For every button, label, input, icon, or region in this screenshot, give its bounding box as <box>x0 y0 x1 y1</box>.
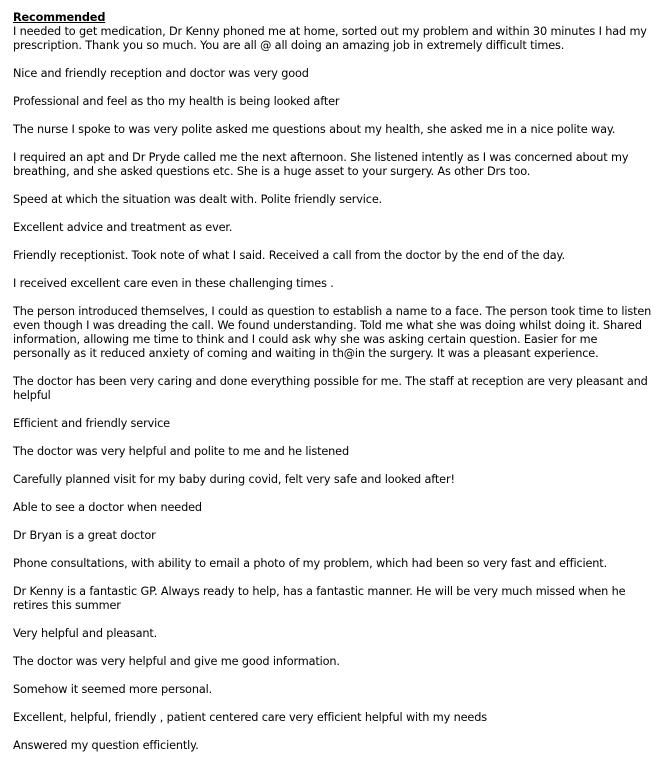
comment-item: The doctor was very helpful and polite to me and he listened <box>13 445 349 458</box>
section-heading: Recommended <box>13 11 106 24</box>
comment-item: The nurse I spoke to was very polite asked me questions about my health, she asked me in a nice polite way. <box>13 123 616 136</box>
comment-item: Efficient and friendly service <box>13 417 170 430</box>
comment-item: I received excellent care even in these challenging times . <box>13 277 334 290</box>
comment-item: Professional and feel as tho my health is being looked after <box>13 95 340 108</box>
comment-item: I needed to get medication, Dr Kenny phoned me at home, sorted out my problem and within 30 minutes I had my prescription. Thank you so much. You are all @ all doing an amazing job in extremely difficult times. <box>13 25 647 52</box>
comment-item: The doctor was very helpful and give me good information. <box>13 655 340 668</box>
comment-item: Dr Bryan is a great doctor <box>13 529 156 542</box>
comment-item: I required an apt and Dr Pryde called me the next afternoon. She listened intently as I was concerned about my breathing, and she asked questions etc. She is a huge asset to your surgery. As other Drs too. <box>13 151 629 178</box>
comment-item: Speed at which the situation was dealt with. Polite friendly service. <box>13 193 383 206</box>
comment-item: Phone consultations, with ability to email a photo of my problem, which had been so very fast and efficient. <box>13 557 608 570</box>
comment-item: The person introduced themselves, I could as question to establish a name to a face. The person took time to listen even though I was dreading the call. We found understanding. Told me what she was doing whilst doing it. Shared information, allowing me time to think and I could ask why she was asking certain question. Easier for me personally as it reduced anxiety of coming and waiting in th@in the surgery. It was a pleasant experience. <box>13 305 652 360</box>
comment-item: Able to see a doctor when needed <box>13 501 202 514</box>
comment-item: Excellent advice and treatment as ever. <box>13 221 233 234</box>
comment-list <box>13 25 653 753</box>
comment-item: Friendly receptionist. Took note of what I said. Received a call from the doctor by the end of the day. <box>13 249 565 262</box>
comment-item: Dr Kenny is a fantastic GP. Always ready to help, has a fantastic manner. He will be very much missed when he retires this summer <box>13 585 626 612</box>
comment-item: The doctor has been very caring and done everything possible for me. The staff at reception are very pleasant and helpful <box>13 375 648 402</box>
comment-item: Very helpful and pleasant. <box>13 627 158 640</box>
comment-item: Somehow it seemed more personal. <box>13 683 213 696</box>
comment-item: Carefully planned visit for my baby during covid, felt very safe and looked after! <box>13 473 455 486</box>
comment-item: Nice and friendly reception and doctor was very good <box>13 67 309 80</box>
comment-item: Excellent, helpful, friendly , patient centered care very efficient helpful with my needs <box>13 711 487 724</box>
comment-item: Answered my question efficiently. <box>13 739 199 752</box>
